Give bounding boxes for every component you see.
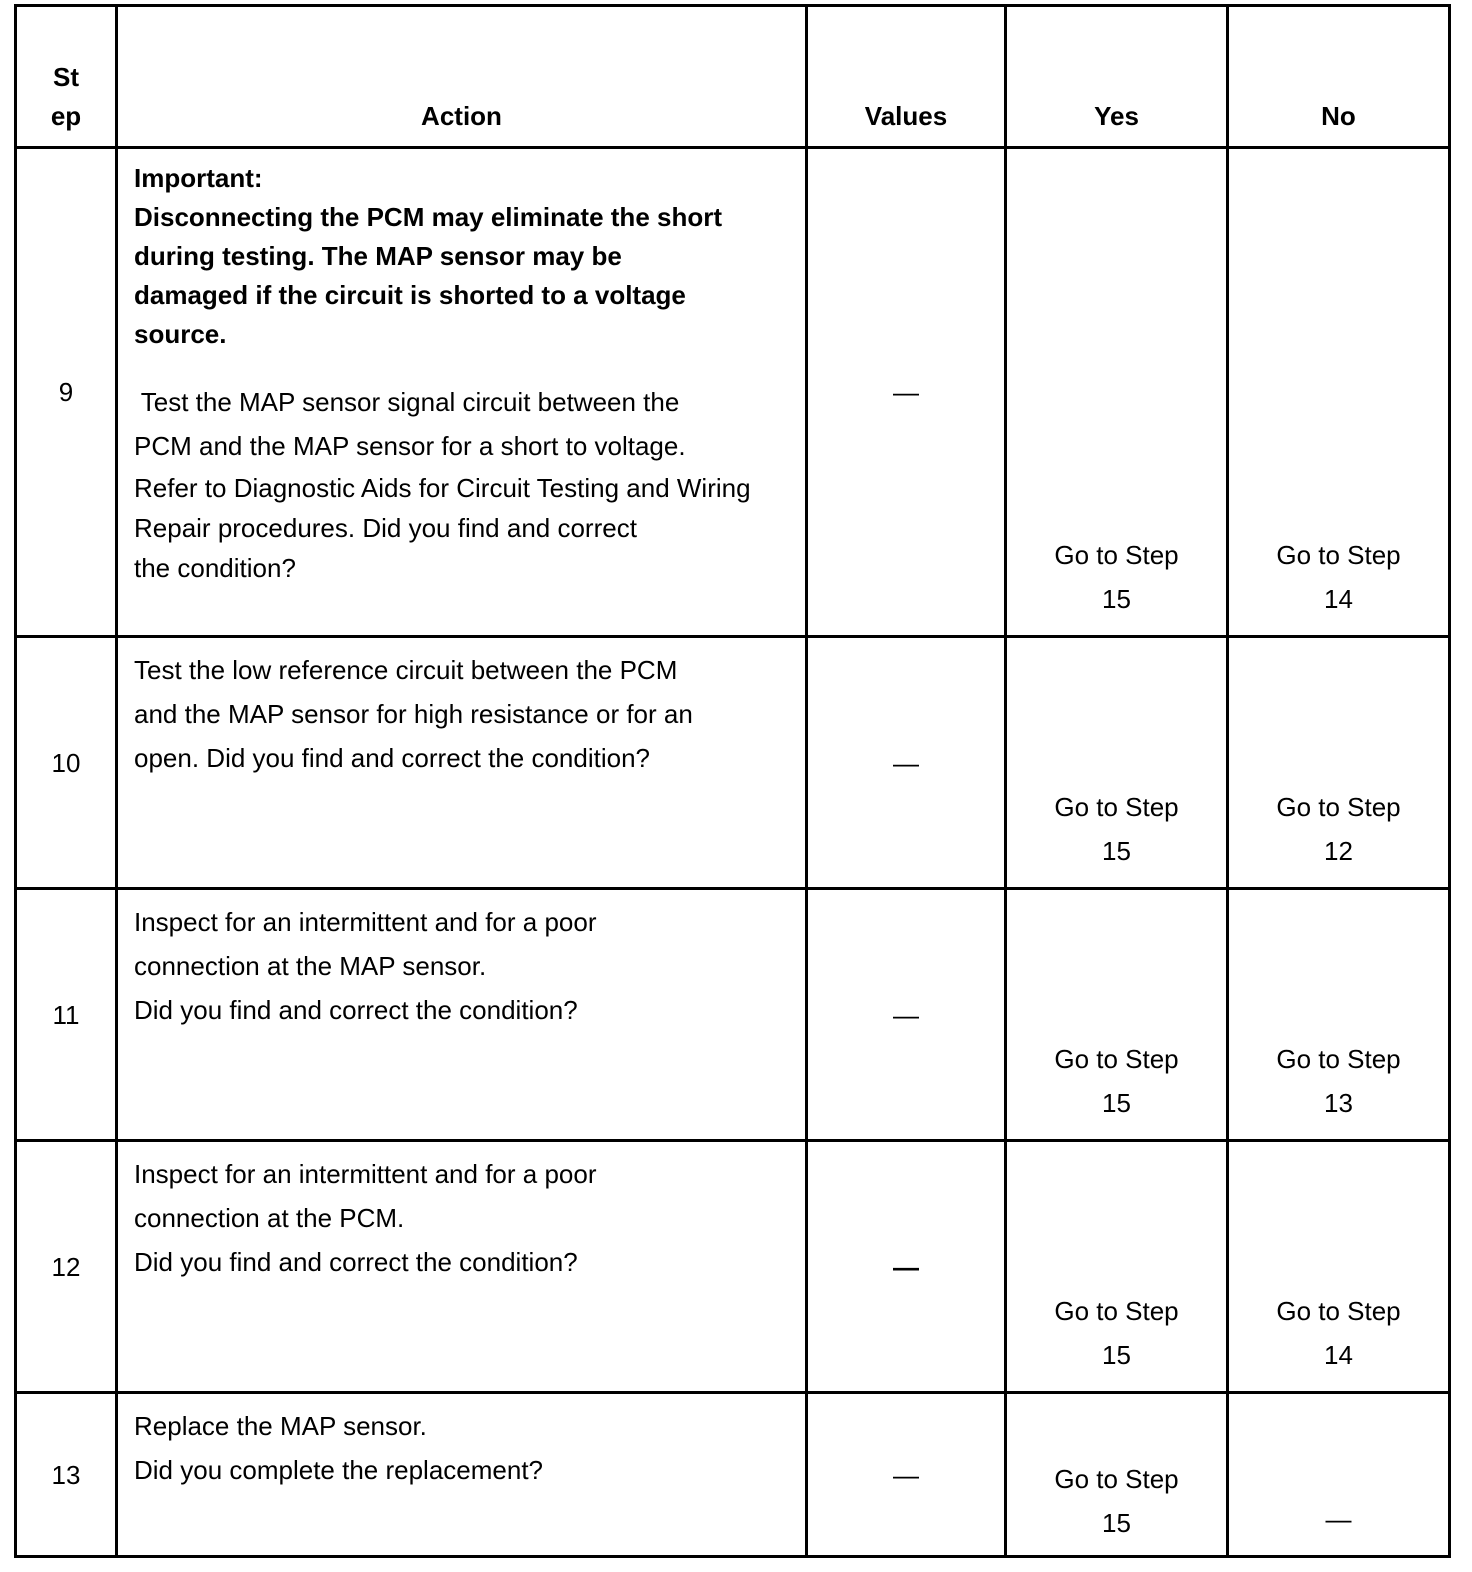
action-line: Test the MAP sensor signal circuit between the bbox=[134, 387, 680, 417]
no-cell[interactable] bbox=[1228, 1141, 1450, 1393]
header-yes: Yes bbox=[1006, 6, 1228, 148]
header-action: Action bbox=[117, 6, 807, 148]
action-cell bbox=[117, 889, 807, 1141]
no-goto-step: 14 bbox=[1324, 584, 1353, 614]
important-line: Disconnecting the PCM may eliminate the short bbox=[134, 202, 722, 232]
yes-goto-label: Go to Step bbox=[1054, 1296, 1179, 1326]
action-line: Did you find and correct the condition? bbox=[134, 1247, 578, 1277]
header-row bbox=[16, 6, 1450, 148]
no-goto-step: 12 bbox=[1324, 836, 1353, 866]
yes-goto-label: Go to Step bbox=[1054, 540, 1179, 570]
action-line: connection at the PCM. bbox=[134, 1203, 405, 1233]
action-line: the condition? bbox=[134, 553, 296, 583]
yes-goto-label: Go to Step bbox=[1054, 1044, 1179, 1074]
table-row bbox=[16, 889, 1450, 1141]
step-number: 10 bbox=[16, 637, 117, 889]
no-goto-label: Go to Step bbox=[1276, 1296, 1401, 1326]
action-line: Replace the MAP sensor. bbox=[134, 1411, 427, 1441]
table-row bbox=[16, 148, 1450, 637]
table-row bbox=[16, 1393, 1450, 1557]
important-label: Important: bbox=[134, 163, 263, 193]
yes-cell[interactable] bbox=[1006, 1141, 1228, 1393]
no-goto-label: Go to Step bbox=[1276, 792, 1401, 822]
yes-goto-step: 15 bbox=[1102, 584, 1131, 614]
action-line: connection at the MAP sensor. bbox=[134, 951, 487, 981]
step-number: 13 bbox=[16, 1393, 117, 1557]
yes-goto-label: Go to Step bbox=[1054, 792, 1179, 822]
no-cell[interactable] bbox=[1228, 148, 1450, 637]
no-goto-label: Go to Step bbox=[1276, 540, 1401, 570]
action-line: Did you find and correct the condition? bbox=[134, 995, 578, 1025]
header-step-line2: ep bbox=[50, 101, 82, 131]
header-step bbox=[16, 6, 117, 148]
action-line: Inspect for an intermittent and for a poor bbox=[134, 1159, 597, 1189]
step-number: 12 bbox=[16, 1141, 117, 1393]
action-line: Test the low reference circuit between the PCM bbox=[134, 655, 678, 685]
header-step-line1: St bbox=[53, 62, 79, 92]
action-cell bbox=[117, 1393, 807, 1557]
action-line: Inspect for an intermittent and for a poor bbox=[134, 907, 597, 937]
step-number: 11 bbox=[16, 889, 117, 1141]
header-no: No bbox=[1228, 6, 1450, 148]
yes-goto-step: 15 bbox=[1102, 836, 1131, 866]
action-line: open. Did you find and correct the condition? bbox=[134, 743, 651, 773]
values-cell: — bbox=[807, 637, 1006, 889]
table-row bbox=[16, 1141, 1450, 1393]
values-cell: — bbox=[807, 1393, 1006, 1557]
table-row bbox=[16, 637, 1450, 889]
important-line: during testing. The MAP sensor may be bbox=[134, 241, 622, 271]
yes-cell[interactable] bbox=[1006, 889, 1228, 1141]
yes-goto-step: 15 bbox=[1102, 1088, 1131, 1118]
no-cell: — bbox=[1228, 1393, 1450, 1557]
action-line: Refer to Diagnostic Aids for Circuit Testing and Wiring bbox=[134, 473, 751, 503]
important-line: damaged if the circuit is shorted to a voltage bbox=[134, 280, 686, 310]
no-cell[interactable] bbox=[1228, 637, 1450, 889]
action-cell bbox=[117, 637, 807, 889]
values-cell: — bbox=[807, 1141, 1006, 1393]
action-cell bbox=[117, 148, 807, 637]
important-line: source. bbox=[134, 319, 227, 349]
yes-goto-label: Go to Step bbox=[1054, 1464, 1179, 1494]
header-values: Values bbox=[807, 6, 1006, 148]
yes-goto-step: 15 bbox=[1102, 1508, 1131, 1538]
no-goto-step: 14 bbox=[1324, 1340, 1353, 1370]
step-number: 9 bbox=[16, 148, 117, 637]
diagnostic-table bbox=[14, 4, 1451, 1558]
no-goto-step: 13 bbox=[1324, 1088, 1353, 1118]
values-cell: — bbox=[807, 148, 1006, 637]
yes-cell[interactable] bbox=[1006, 637, 1228, 889]
yes-cell[interactable] bbox=[1006, 148, 1228, 637]
no-goto-label: Go to Step bbox=[1276, 1044, 1401, 1074]
no-cell[interactable] bbox=[1228, 889, 1450, 1141]
yes-goto-step: 15 bbox=[1102, 1340, 1131, 1370]
action-cell bbox=[117, 1141, 807, 1393]
action-line: Repair procedures. Did you find and correct bbox=[134, 513, 637, 543]
action-line: Did you complete the replacement? bbox=[134, 1455, 544, 1485]
action-line: and the MAP sensor for high resistance or for an bbox=[134, 699, 693, 729]
action-line: PCM and the MAP sensor for a short to voltage. bbox=[134, 431, 686, 461]
values-cell: — bbox=[807, 889, 1006, 1141]
yes-cell[interactable] bbox=[1006, 1393, 1228, 1557]
